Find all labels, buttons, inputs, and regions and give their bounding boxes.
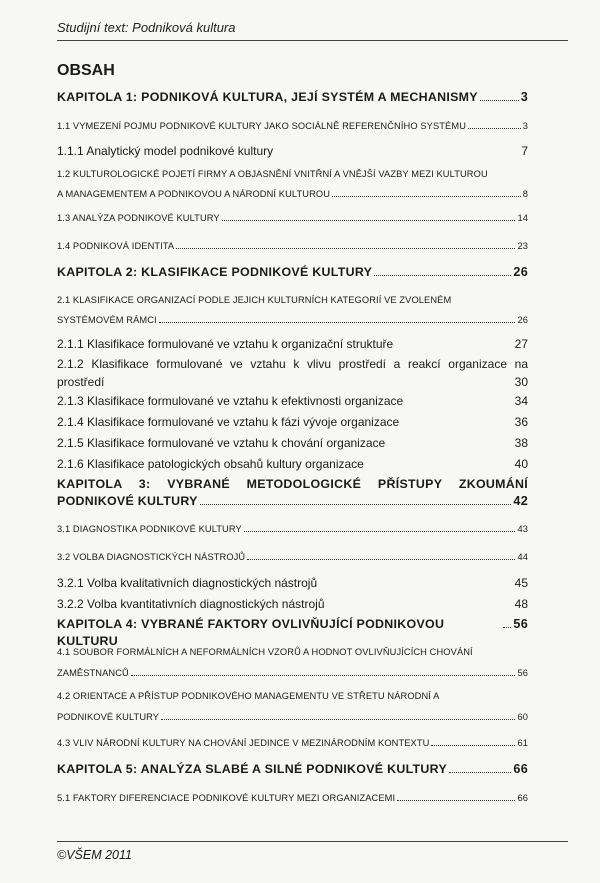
toc-entry-label: 3.2 VOLBA DIAGNOSTICKÝCH NÁSTROJŮ xyxy=(57,552,246,562)
toc-entry-label-line2: A MANAGEMENTEM A PODNIKOVOU A NÁRODNÍ KULTUROU xyxy=(57,189,331,199)
toc-entry-page: 61 xyxy=(517,738,528,748)
toc-section-1-1[interactable] xyxy=(57,118,528,135)
toc-entry-page: 45 xyxy=(514,576,528,590)
toc-section-3-2[interactable] xyxy=(57,549,528,566)
toc-subsection-3-2-1[interactable] xyxy=(57,575,528,592)
toc-section-4-3[interactable] xyxy=(57,735,528,752)
toc-section-1-4[interactable] xyxy=(57,238,528,255)
toc-entry-page: 26 xyxy=(513,265,528,279)
toc-entry-page: 43 xyxy=(517,524,528,534)
toc-entry-label: 1.1 VYMEZENÍ POJMU PODNIKOVÉ KULTURY JAKO SOCIÁLNĚ REFERENČNÍHO SYSTÉMU xyxy=(57,121,467,131)
toc-entry-label-line2: ZAMĚSTNANCŮ xyxy=(57,668,129,678)
toc-entry-label-line1: 1.2 KULTUROLOGICKÉ POJETÍ FIRMY A OBJASNĚNÍ VNITŘNÍ A VNĚJŠÍ VAZBY MEZI KULTUROU xyxy=(57,169,488,179)
toc-entry-label-line1: 4.2 ORIENTACE A PŘÍSTUP PODNIKOVÉHO MANAGEMENTU VE STŘETU NÁRODNÍ A xyxy=(57,691,440,701)
toc-entry-label: 1.4 PODNIKOVÁ IDENTITA xyxy=(57,241,175,251)
toc-entry-page: 30 xyxy=(514,375,528,389)
toc-entry-page: 23 xyxy=(517,241,528,251)
toc-entry-page: 7 xyxy=(521,144,528,158)
toc-entry-page: 56 xyxy=(513,617,528,631)
toc-chapter-5[interactable] xyxy=(57,761,528,778)
toc-title: OBSAH xyxy=(57,62,115,79)
toc-subsection-3-2-2[interactable] xyxy=(57,596,528,613)
toc-section-1-2[interactable] xyxy=(57,166,528,203)
header-divider xyxy=(57,40,568,41)
toc-entry-page: 40 xyxy=(514,457,528,471)
toc-entry-label: KAPITOLA 2: KLASIFIKACE PODNIKOVÉ KULTURY xyxy=(57,265,373,279)
toc-entry-page: 66 xyxy=(513,762,528,776)
toc-entry-page: 3 xyxy=(522,121,528,131)
toc-entry-label: 5.1 FAKTORY DIFERENCIACE PODNIKOVÉ KULTURY MEZI ORGANIZACEMI xyxy=(57,793,396,803)
toc-entry-label: 1.3 ANALÝZA PODNIKOVÉ KULTURY xyxy=(57,213,220,223)
toc-subsection-2-1-1[interactable] xyxy=(57,336,528,353)
toc-entry-page: 14 xyxy=(517,213,528,223)
toc-entry-label-line1: KAPITOLA 3: VYBRANÉ METODOLOGICKÉ PŘÍSTUPY ZKOUMÁNÍ xyxy=(57,477,528,491)
toc-entry-page: 26 xyxy=(517,315,528,325)
toc-entry-page: 3 xyxy=(520,90,528,104)
toc-chapter-3[interactable] xyxy=(57,476,528,510)
toc-section-2-1[interactable] xyxy=(57,292,528,329)
toc-entry-label: 3.1 DIAGNOSTIKA PODNIKOVÉ KULTURY xyxy=(57,524,242,534)
toc-entry-label: KAPITOLA 4: VYBRANÉ FAKTORY OVLIVŇUJÍCÍ PODNIKOVOU KULTURU xyxy=(57,617,445,648)
toc-subsection-2-1-2[interactable] xyxy=(57,356,528,391)
toc-entry-page: 27 xyxy=(514,337,528,351)
running-header: Studijní text: Podniková kultura xyxy=(57,20,236,35)
footer-copyright: ©VŠEM 2011 xyxy=(57,848,132,862)
toc-subsection-1-1-1[interactable] xyxy=(57,143,528,160)
toc-section-5-1[interactable] xyxy=(57,790,528,807)
toc-entry-page: 66 xyxy=(517,793,528,803)
toc-section-4-1[interactable] xyxy=(57,644,528,682)
toc-chapter-2[interactable] xyxy=(57,264,528,281)
toc-entry-page: 42 xyxy=(513,494,528,508)
toc-subsection-2-1-3[interactable] xyxy=(57,393,528,410)
toc-entry-label-line2: SYSTÉMOVÉM RÁMCI xyxy=(57,315,157,325)
toc-entry-label: 2.1.6 Klasifikace patologických obsahů kultury organizace xyxy=(57,457,364,471)
toc-subsection-2-1-4[interactable] xyxy=(57,414,528,431)
toc-entry-label-line1: 4.1 SOUBOR FORMÁLNÍCH A NEFORMÁLNÍCH VZORŮ A HODNOT OVLIVŇUJÍCÍCH CHOVÁNÍ xyxy=(57,647,473,657)
toc-entry-label-line2: PODNIKOVÉ KULTURY xyxy=(57,712,160,722)
toc-entry-label: 2.1.3 Klasifikace formulované ve vztahu k efektivnosti organizace xyxy=(57,394,404,408)
toc-subsection-2-1-5[interactable] xyxy=(57,435,528,452)
toc-entry-label: 3.2.1 Volba kvalitativních diagnostických nástrojů xyxy=(57,576,318,590)
toc-section-4-2[interactable] xyxy=(57,688,528,726)
toc-entry-label-line1: 2.1.2 Klasifikace formulované ve vztahu k vlivu prostředí a reakcí organizace na xyxy=(57,357,528,371)
toc-entry-page: 44 xyxy=(517,552,528,562)
toc-section-1-3[interactable] xyxy=(57,210,528,227)
toc-entry-label-line2: prostředí xyxy=(57,375,105,389)
toc-entry-page: 36 xyxy=(514,415,528,429)
footer-divider xyxy=(57,841,568,842)
toc-entry-page: 60 xyxy=(517,712,528,722)
toc-entry-page: 38 xyxy=(514,436,528,450)
toc-entry-page: 56 xyxy=(517,668,528,678)
toc-entry-label: 4.3 VLIV NÁRODNÍ KULTURY NA CHOVÁNÍ JEDINCE V MEZINÁRODNÍM KONTEXTU xyxy=(57,738,430,748)
toc-entry-label: 2.1.4 Klasifikace formulované ve vztahu k fázi vývoje organizace xyxy=(57,415,400,429)
toc-entry-label: 3.2.2 Volba kvantitativních diagnostických nástrojů xyxy=(57,597,325,611)
toc-entry-page: 34 xyxy=(514,394,528,408)
toc-entry-label: KAPITOLA 5: ANALÝZA SLABÉ A SILNÉ PODNIKOVÉ KULTURY xyxy=(57,762,448,776)
toc-entry-page: 48 xyxy=(514,597,528,611)
toc-subsection-2-1-6[interactable] xyxy=(57,456,528,473)
toc-entry-label-line2: PODNIKOVÉ KULTURY xyxy=(57,494,198,508)
toc-entry-label: KAPITOLA 1: PODNIKOVÁ KULTURA, JEJÍ SYSTÉM A MECHANISMY xyxy=(57,90,478,104)
toc-entry-label: 2.1.5 Klasifikace formulované ve vztahu k chování organizace xyxy=(57,436,386,450)
toc-chapter-1[interactable] xyxy=(57,89,528,106)
toc-entry-label: 1.1.1 Analytický model podnikové kultury xyxy=(57,144,274,158)
toc-entry-page: 8 xyxy=(522,189,528,199)
toc-entry-label: 2.1.1 Klasifikace formulované ve vztahu k organizační struktuře xyxy=(57,337,394,351)
toc-entry-label-line1: 2.1 KLASIFIKACE ORGANIZACÍ PODLE JEJICH KULTURNÍCH KATEGORIÍ VE ZVOLENÉM xyxy=(57,295,452,305)
toc-section-3-1[interactable] xyxy=(57,521,528,538)
